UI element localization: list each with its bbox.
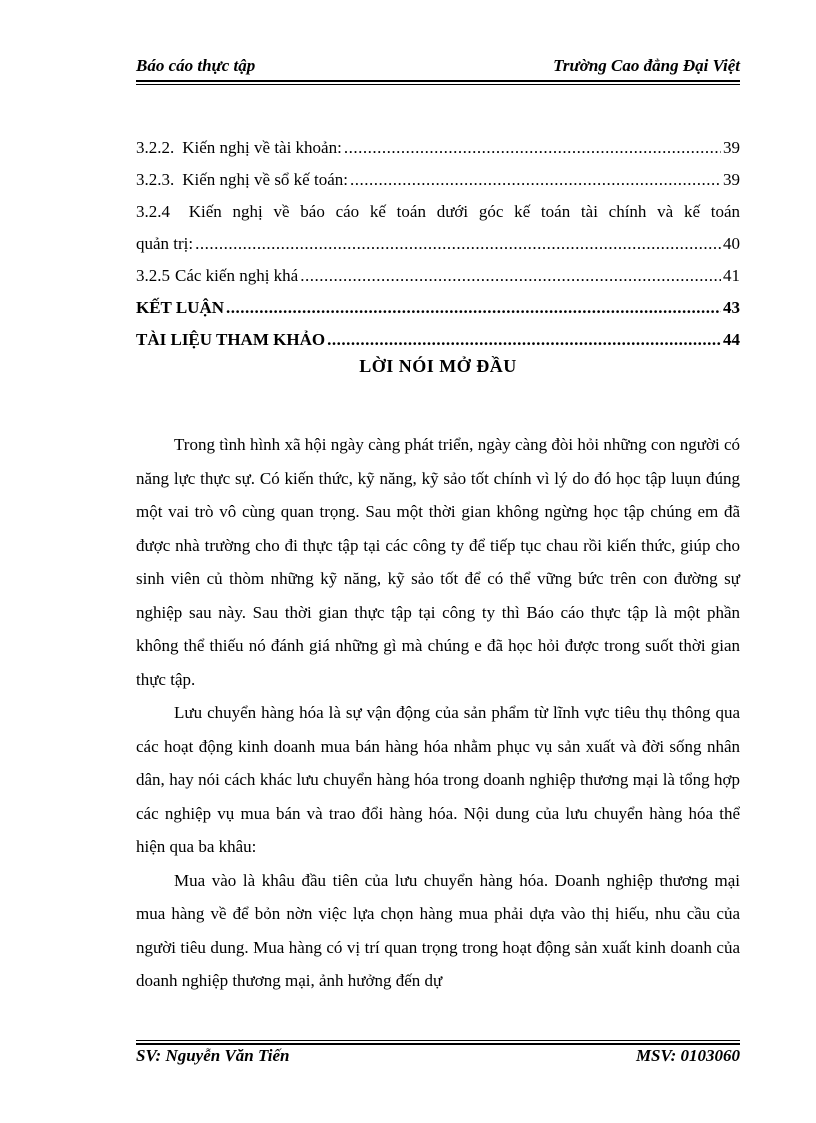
paragraph: Trong tình hình xã hội ngày càng phát triển, ngày càng đòi hỏi những con người có năng lực thực sự. Có kiến thức, kỹ năng, kỹ sảo tốt chính vì lý do đó học tập luụn đúng một vai trò vô cùng quan trọng. Sau một thời gian không ngừng học tập chúng em đã được nhà trường cho đi thực tập tại các công ty để tiếp tục chau rồi kiến thức, giúp cho sinh viên củ thòm những kỹ năng, kỹ sảo tốt để có thể vững bức trên con đường sự nghiệp sau này. Sau thời gian thực tập tại công ty thì Báo cáo thực tập là một phần không thể thiếu nó đánh giá những gì mà chúng e đã học hỏi được trong suốt thời gian thực tập. — [136, 435, 740, 689]
toc-item-page: 43 — [723, 298, 740, 317]
toc-item-title-line2: quản trị: — [136, 234, 194, 253]
toc-leader-dots — [344, 132, 721, 164]
toc-leader-dots — [300, 260, 721, 292]
footer-student-name: SV: Nguyễn Văn Tiến — [136, 1046, 290, 1065]
footer-divider-thin — [136, 1040, 740, 1041]
toc-item-page: 44 — [723, 330, 740, 349]
page-header — [136, 56, 740, 80]
toc-item-title: Kiến nghị về tài khoản: — [182, 138, 342, 157]
table-of-contents — [136, 132, 740, 356]
header-right-text: Trường Cao đẳng Đại Việt — [553, 56, 740, 75]
toc-item-number: 3.2.2. — [136, 138, 175, 157]
footer-divider — [136, 1043, 740, 1045]
toc-item-number: 3.2.5 — [136, 266, 170, 285]
toc-item-title: Kiến nghị về sổ kế toán: — [182, 170, 348, 189]
toc-leader-dots — [195, 228, 721, 260]
toc-leader-dots — [350, 164, 721, 196]
paragraph: Lưu chuyển hàng hóa là sự vận động của sản phẩm từ lĩnh vực tiêu thụ thông qua các hoạt động kinh doanh mua bán hàng hóa nhằm phục vụ sản xuất và đời sống nhân dân, hay nói cách khác lưu chuyển hàng hóa trong doanh nghiệp thương mại là tổng hợp các nghiệp vụ mua bán và trao đổi hàng hóa. Nội dung của lưu chuyển hàng hóa thể hiện qua ba khâu: — [136, 703, 740, 856]
toc-item-title: Các kiến nghị khá — [175, 266, 299, 285]
toc-leader-dots — [226, 292, 721, 324]
toc-item-number: 3.2.4 — [136, 202, 170, 221]
paragraph: Mua vào là khâu đầu tiên của lưu chuyển hàng hóa. Doanh nghiệp thương mại mua hàng về để bỏn nờn việc lựa chọn hàng mua phải dựa vào thị hiếu, nhu cầu của người tiêu dung. Mua hàng có vị trí quan trọng trong hoạt động sản xuất kinh doanh của doanh nghiệp thương mại, ảnh hưởng đến dự — [136, 870, 740, 990]
toc-item-page: 39 — [723, 170, 740, 189]
toc-item-title: KẾT LUẬN — [136, 298, 225, 317]
toc-item — [136, 324, 740, 356]
footer-student-id: MSV: 0103060 — [635, 1046, 740, 1065]
section-title: LỜI NÓI MỞ ĐẦU — [359, 356, 517, 376]
header-divider-thin — [136, 84, 740, 85]
toc-item-title-line1: Kiến nghị về báo cáo kế toán dưới góc kế toán tài chính và kế toán — [188, 202, 741, 221]
header-left-text: Báo cáo thực tập — [136, 56, 256, 75]
toc-item — [136, 164, 740, 196]
toc-item-page: 40 — [723, 234, 740, 253]
toc-item-title: TÀI LIỆU THAM KHẢO — [136, 330, 326, 349]
toc-item-number: 3.2.3. — [136, 170, 175, 189]
toc-item-continuation — [136, 228, 740, 260]
toc-item — [136, 132, 740, 164]
toc-item-multiline — [136, 196, 740, 228]
toc-item-page: 39 — [723, 138, 740, 157]
toc-item — [136, 260, 740, 292]
toc-item — [136, 292, 740, 324]
toc-item-page: 41 — [723, 266, 740, 285]
header-divider — [136, 80, 740, 82]
body-text — [136, 428, 740, 998]
page-footer — [136, 1046, 740, 1070]
toc-leader-dots — [327, 324, 721, 356]
